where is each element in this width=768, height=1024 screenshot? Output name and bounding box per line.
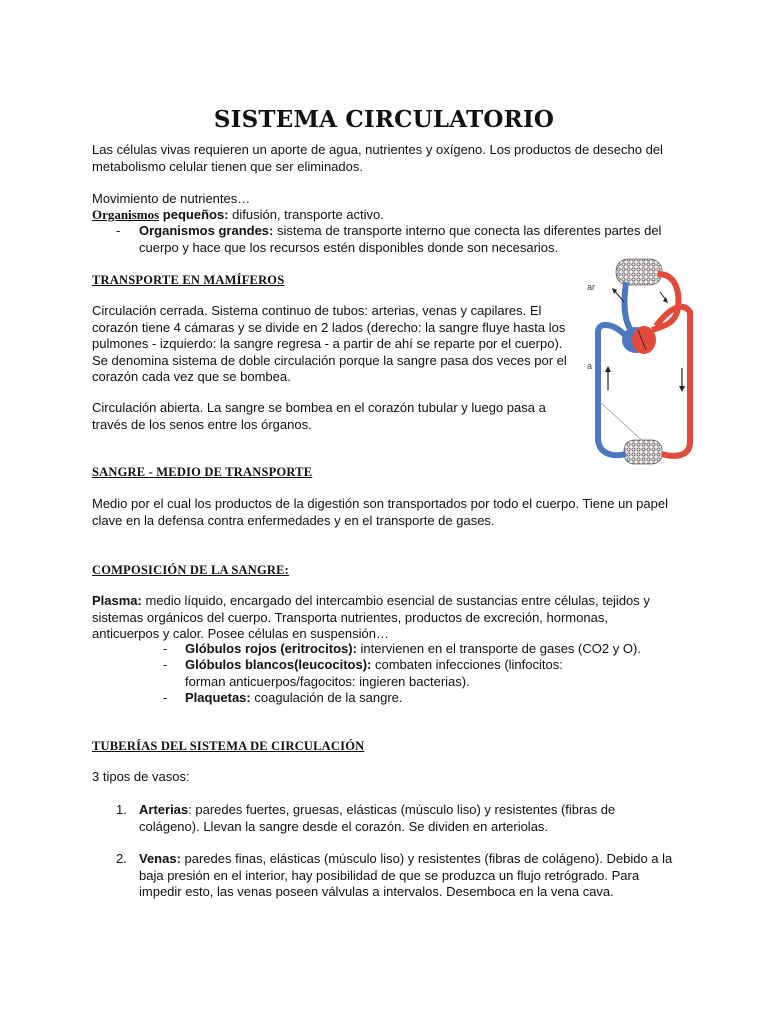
org-grandes-text: sistema de transporte interno que conecta las diferentes partes del cuerpo y hace que los recursos estén disponibles donde son necesarios. [139, 223, 662, 255]
plasma-text: medio líquido, encargado del intercambio esencial de sustancias entre células, tejidos y sistemas orgánicos del cuerpo. Transporta nutrientes, productos de excreción, hormonas, anticuerpos y calor. Posee células en suspensión… [92, 593, 650, 641]
circulation-diagram-svg [586, 252, 698, 474]
vena-cava [598, 325, 626, 455]
list-item-text: paredes finas, elásticas (músculo liso) y resistentes (fibras de colágeno). Debido a la baja presión en el interior, hay posibilidad de que se produzca un flujo retrógrado. Para impedir esto, las venas poseen válvulas a intervalos. Desemboca en la vena cava. [139, 851, 673, 899]
list-item-bold: Arterias [139, 802, 189, 817]
tuberias-intro: 3 tipos de vasos: [92, 769, 190, 784]
heading-transporte: TRANSPORTE EN MAMÍFEROS [92, 273, 285, 287]
list-item-text: combaten infecciones (linfocitos: forman anticuerpos/fagocitos: ingieren bacterias). [185, 657, 563, 689]
org-pequenos-text: difusión, transporte activo. [228, 207, 384, 222]
transporte-paragraph-1: Circulación cerrada. Sistema continuo de tubos: arterias, venas y capilares. El corazón tiene 4 cámaras y se divide en 2 lados (derecho: la sangre fluye hasta los pulmones - izquierdo: la sangre regresa - a partir de ahí se reparte por el cuerpo). Se denomina sistema de doble circulación porque la sangre pasa dos veces por el corazón cada vez que se bombea. [92, 303, 567, 384]
org-pequenos-bold: pequeños: [159, 207, 229, 222]
list-item-text: coagulación de la sangre. [250, 690, 403, 705]
bullet-dash: - [163, 657, 168, 672]
plasma-paragraph [92, 593, 667, 643]
list-item-bold: Glóbulos rojos (eritrocitos): [185, 641, 357, 656]
list-item-venas [139, 851, 674, 901]
org-pequenos-word: Organismos [92, 207, 160, 222]
circulation-diagram [586, 252, 698, 474]
body-capillaries [624, 440, 662, 464]
list-item-text: intervienen en el transporte de gases (CO2 y O). [356, 641, 641, 656]
list-item-bold: Glóbulos blancos(leucocitos): [185, 657, 372, 672]
transporte-paragraph-2: Circulación abierta. La sangre se bombea en el corazón tubular y luego pasa a través de los senos entre los órganos. [92, 400, 546, 432]
bullet-dash: - [163, 690, 168, 705]
list-item-globulos-rojos [185, 641, 665, 658]
list-item-arterias [139, 802, 629, 835]
bullet-dash: - [116, 223, 121, 238]
org-grandes-bold: Organismos grandes: [139, 223, 274, 238]
lung-capillaries [616, 259, 662, 285]
list-item-bold: Plaquetas: [185, 690, 251, 705]
heading-tuberias: TUBERÍAS DEL SISTEMA DE CIRCULACIÓN [92, 739, 365, 753]
plasma-bold: Plasma: [92, 593, 142, 608]
heading-sangre: SANGRE - MEDIO DE TRANSPORTE [92, 465, 313, 479]
movimiento-line: Movimiento de nutrientes… [92, 191, 251, 206]
page-title: SISTEMA CIRCULATORIO [213, 106, 555, 134]
diagram-label-a: a [587, 361, 593, 371]
diagram-label-ar: ar [587, 282, 596, 292]
list-item-plaquetas [185, 690, 665, 707]
bullet-dash: - [163, 641, 168, 656]
pulmonary-artery [624, 282, 634, 334]
list-item-text: : paredes fuertes, gruesas, elásticas (músculo liso) y resistentes (fibras de colágeno). Llevan la sangre desde el corazón. Se dividen en arteriolas. [139, 802, 616, 834]
heart-left-side [632, 326, 656, 354]
org-pequenos-line [92, 207, 672, 224]
list-number: 2. [116, 851, 127, 866]
list-item-globulos-blancos [185, 657, 605, 690]
list-number: 1. [116, 802, 127, 817]
intro-paragraph: Las células vivas requieren un aporte de agua, nutrientes y oxígeno. Los productos de desecho del metabolismo celular tienen que ser eliminados. [92, 142, 663, 174]
list-item-bold: Venas: [139, 851, 181, 866]
heading-composicion: COMPOSICIÓN DE LA SANGRE: [92, 563, 290, 577]
sangre-paragraph: Medio por el cual los productos de la digestión son transportados por todo el cuerpo. Tiene un papel clave en la defensa contra enfermedades y en el transporte de gases. [92, 496, 668, 528]
